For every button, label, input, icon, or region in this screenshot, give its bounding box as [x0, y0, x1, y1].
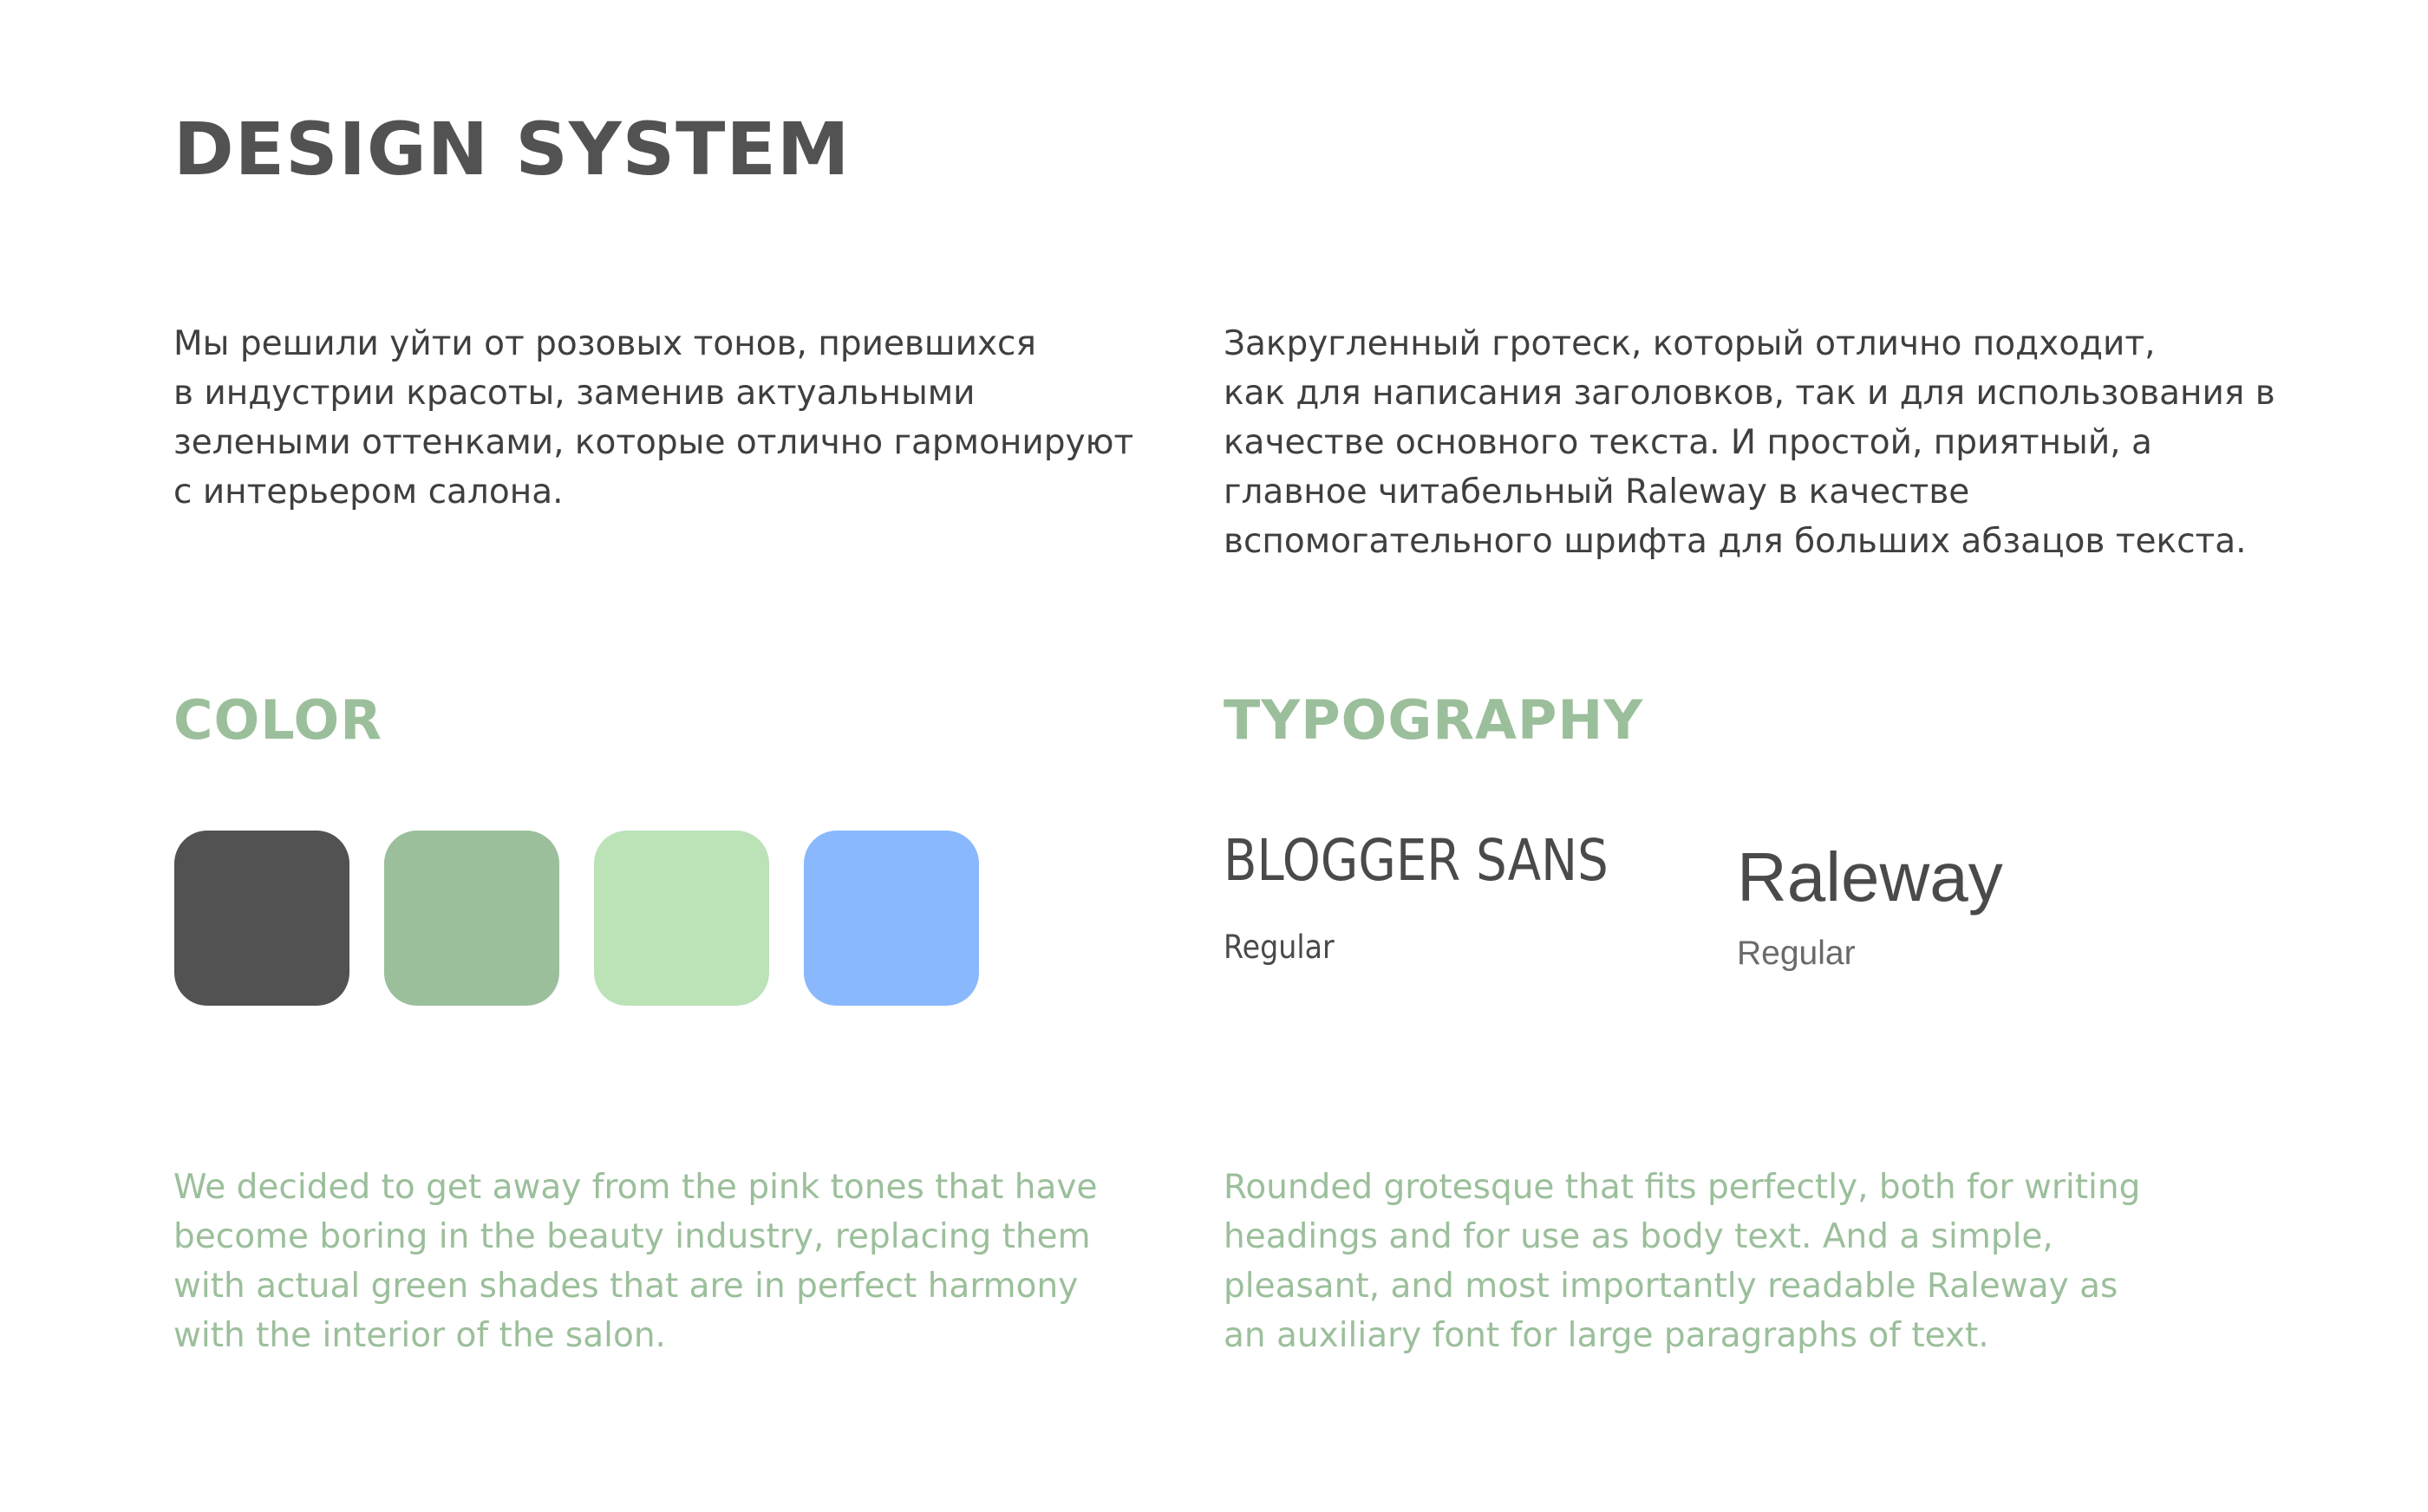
page-title: DESIGN SYSTEM — [173, 107, 851, 192]
font-style-blogger-sans: Regular — [1224, 929, 1335, 966]
color-swatch-light-green — [594, 831, 769, 1006]
color-description-en: We decided to get away from the pink tones that have become boring in the beauty industry, replacing them with actual green shades that are in perfect harmony with the interior of the salon. — [173, 1168, 1098, 1355]
typography-description-en: Rounded grotesque that fits perfectly, both for writing headings and for use as body text. And a simple, pleasant, and most importantly readable Raleway as an auxiliary font for large paragraphs of text. — [1224, 1168, 2141, 1355]
typography-heading: TYPOGRAPHY — [1224, 688, 1644, 752]
color-swatch-light-blue — [804, 831, 979, 1006]
color-swatch-sage-green — [384, 831, 559, 1006]
font-sample-blogger-sans: BLOGGER SANS — [1224, 827, 1609, 894]
font-style-raleway: Regular — [1737, 935, 1856, 972]
color-heading: COLOR — [173, 688, 382, 752]
font-sample-raleway: Raleway — [1737, 838, 2003, 916]
color-swatch-dark-gray — [174, 831, 349, 1006]
color-description-ru: Мы решили уйти от розовых тонов, приевшихся в индустрии красоты, заменив актуальными зелеными оттенками, которые отлично гармонируют с интерьером салона. — [173, 324, 1134, 512]
typography-description-ru: Закругленный гротеск, который отлично подходит, как для написания заголовков, так и для использования в качестве основного текста. И простой, приятный, а главное читабельный Raleway в качестве вспомогательного шрифта для больших абзацов текста. — [1224, 324, 2275, 561]
